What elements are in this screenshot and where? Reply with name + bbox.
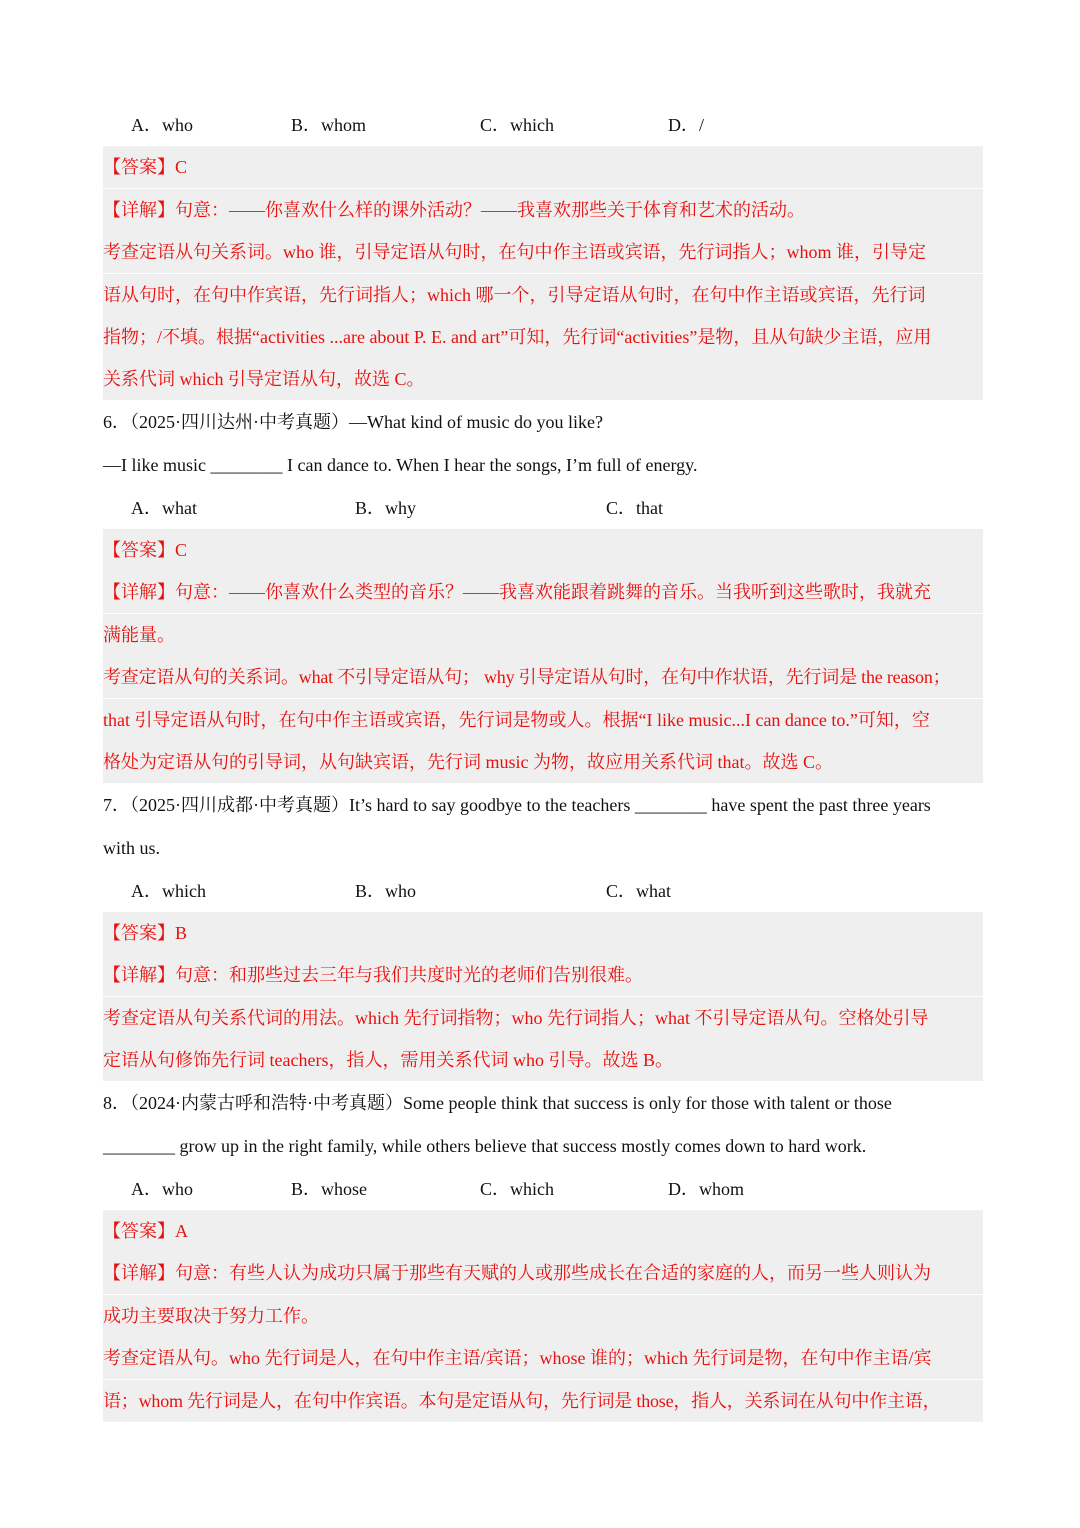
q5-analysis-line-4: 关系代词 which 引导定语从句，故选 C。 bbox=[103, 358, 983, 400]
q6-options bbox=[103, 487, 983, 529]
q5-analysis-line-1: 考查定语从句关系词。who 谁，引导定语从句时，在句中作主语或宾语，先行词指人；whom 谁，引导定 bbox=[103, 231, 983, 273]
q6-detail-line-1: 【详解】句意：——你喜欢什么类型的音乐？——我喜欢能跟着跳舞的音乐。当我听到这些歌时，我就充 bbox=[103, 571, 983, 613]
q8-options bbox=[103, 1168, 983, 1210]
q7-answer: 【答案】B bbox=[103, 912, 983, 954]
q5-option-a: A．who bbox=[131, 115, 193, 135]
q6-option-c: C．that bbox=[606, 498, 663, 518]
q6-option-a: A．what bbox=[131, 498, 197, 518]
q8-option-d: D．whom bbox=[668, 1179, 744, 1199]
q6-analysis-line-1: 考查定语从句的关系词。what 不引导定语从句； why 引导定语从句时，在句中作状语，先行词是 the reason； bbox=[103, 656, 983, 698]
q6-analysis-line-3: 格处为定语从句的引导词，从句缺宾语，先行词 music 为物，故应用关系代词 that。故选 C。 bbox=[103, 741, 983, 783]
q7-stem-line-2: with us. bbox=[103, 838, 161, 858]
q6-stem-line-1: 6．（2025·四川达州·中考真题）—What kind of music do you like? bbox=[103, 412, 603, 432]
q8-analysis-line-2: 语；whom 先行词是人，在句中作宾语。本句是定语从句，先行词是 those，指人，关系词在从句中作主语， bbox=[103, 1380, 983, 1422]
q8-detail-line-2: 成功主要取决于努力工作。 bbox=[103, 1295, 983, 1337]
q7-stem-line-1: 7．（2025·四川成都·中考真题）It’s hard to say goodbye to the teachers ________ have spent the past three years bbox=[103, 795, 931, 815]
q7-analysis-line-2: 定语从句修饰先行词 teachers，指人，需用关系代词 who 引导。故选 B。 bbox=[103, 1039, 983, 1081]
q8-option-c: C．which bbox=[480, 1179, 554, 1199]
q6-stem-line-2: —I like music ________ I can dance to. When I hear the songs, I’m full of energy. bbox=[103, 455, 698, 475]
q5-answer: 【答案】C bbox=[103, 146, 983, 188]
q7-option-c: C．what bbox=[606, 881, 671, 901]
q7-option-b: B．who bbox=[355, 881, 417, 901]
q8-option-a: A．who bbox=[131, 1179, 193, 1199]
q7-detail: 【详解】句意：和那些过去三年与我们共度时光的老师们告别很难。 bbox=[103, 954, 983, 996]
q8-answer: 【答案】A bbox=[103, 1210, 983, 1252]
q8-analysis-line-1: 考查定语从句。who 先行词是人，在句中作主语/宾语；whose 谁的；which 先行词是物，在句中作主语/宾 bbox=[103, 1337, 983, 1379]
q6-analysis-line-2: that 引导定语从句时，在句中作主语或宾语，先行词是物或人。根据“I like music...I can dance to.”可知，空 bbox=[103, 699, 983, 741]
q6-option-b: B．why bbox=[355, 498, 417, 518]
q8-detail-line-1: 【详解】句意：有些人认为成功只属于那些有天赋的人或那些成长在合适的家庭的人，而另一些人则认为 bbox=[103, 1252, 983, 1294]
q5-option-d: D．/ bbox=[668, 115, 704, 135]
q5-analysis-line-2: 语从句时，在句中作宾语，先行词指人；which 哪一个，引导定语从句时，在句中作主语或宾语，先行词 bbox=[103, 274, 983, 316]
q5-option-b: B．whom bbox=[291, 115, 367, 135]
q6-answer: 【答案】C bbox=[103, 529, 983, 571]
q5-detail: 【详解】句意：——你喜欢什么样的课外活动？——我喜欢那些关于体育和艺术的活动。 bbox=[103, 189, 983, 231]
q8-stem-line-1: 8．（2024·内蒙古呼和浩特·中考真题）Some people think that success is only for those with talent or those bbox=[103, 1093, 892, 1113]
q7-options bbox=[103, 870, 983, 912]
q7-option-a: A．which bbox=[131, 881, 206, 901]
q5-options bbox=[103, 104, 983, 146]
q8-option-b: B．whose bbox=[291, 1179, 367, 1199]
q5-option-c: C．which bbox=[480, 115, 554, 135]
q7-analysis-line-1: 考查定语从句关系代词的用法。which 先行词指物；who 先行词指人；what 不引导定语从句。空格处引导 bbox=[103, 997, 983, 1039]
q5-analysis-line-3: 指物；/不填。根据“activities ...are about P. E. and art”可知，先行词“activities”是物，且从句缺少主语，应用 bbox=[103, 316, 983, 358]
q6-detail-line-2: 满能量。 bbox=[103, 614, 983, 656]
q8-stem-line-2: ________ grow up in the right family, while others believe that success mostly comes down to hard work. bbox=[103, 1136, 867, 1156]
